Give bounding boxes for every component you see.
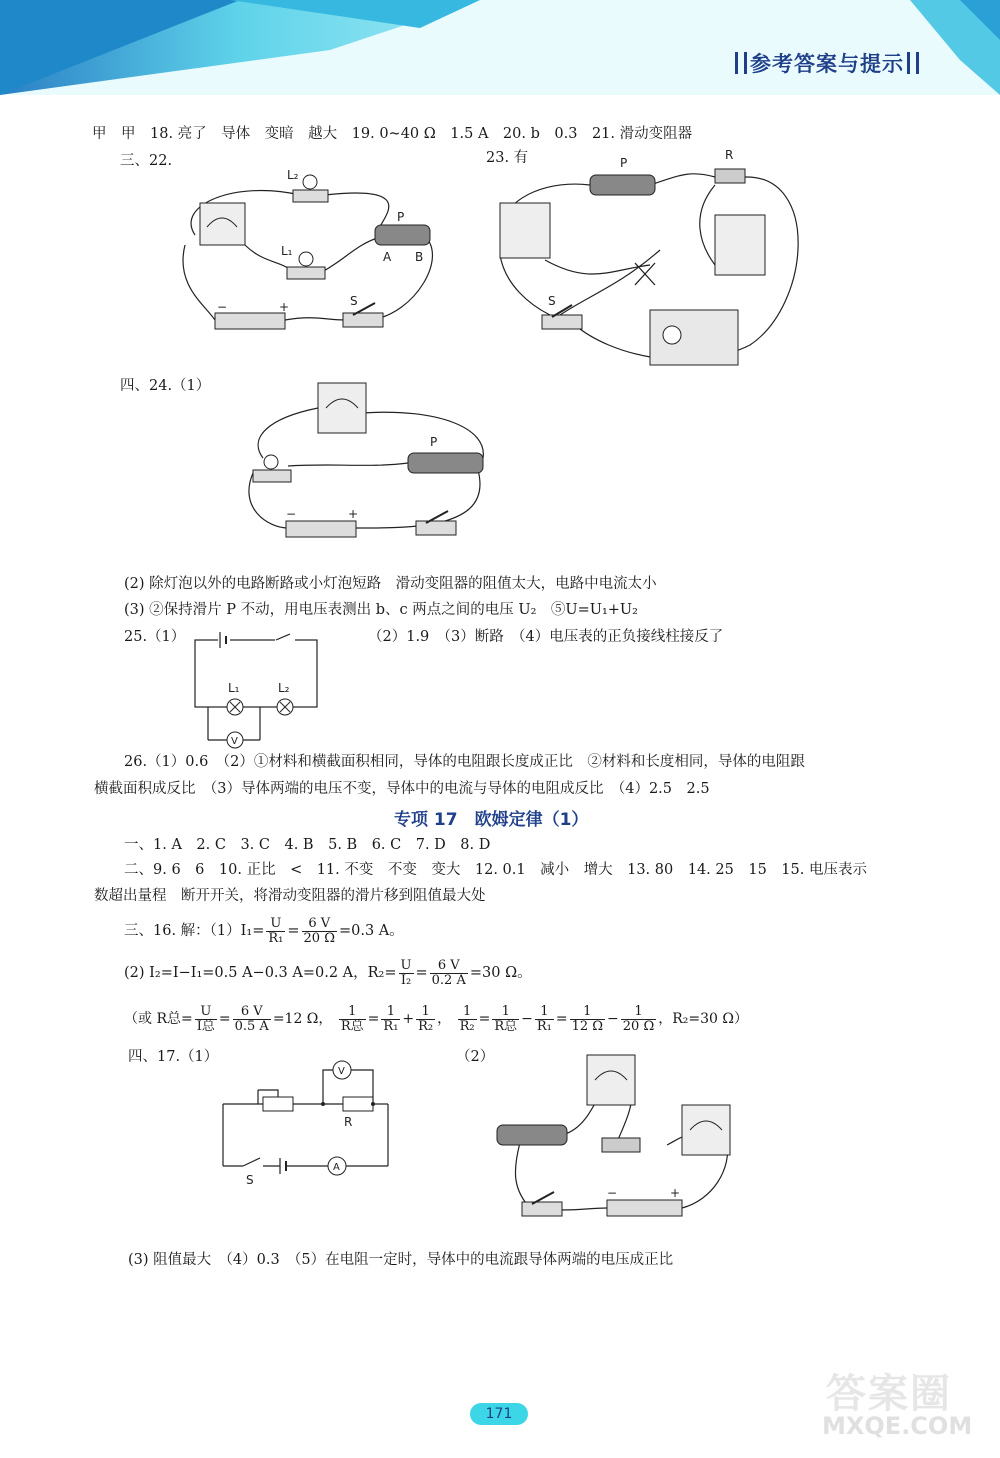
rheostat-icon (497, 1125, 567, 1145)
label-s: S (350, 294, 358, 308)
q25-answers: （2）1.9 （3）断路 （4）电压表的正负接线柱接反了 (368, 629, 724, 645)
f1-frac2: $\frac{6 V}{20 \Omega}$ (303, 915, 335, 946)
resistor-icon (602, 1138, 640, 1152)
voltmeter-letter: V (231, 736, 238, 747)
q16-part2-text: (2) I₂=I−I₁=0.5 A−0.3 A=0.2 A， (124, 965, 368, 981)
q24-circuit-diagram (238, 378, 498, 548)
bulb-l2-icon (293, 190, 328, 202)
f3-frac3: $\frac{1}{\text{R总}}$ (340, 1003, 364, 1034)
rheostat-symbol (263, 1097, 293, 1111)
q22-label: 三、22. (120, 153, 173, 169)
label-l1: L₁ (281, 244, 293, 258)
q25-circuit-diagram (190, 632, 340, 747)
rheostat-icon (408, 453, 483, 473)
resistor-symbol (343, 1097, 373, 1111)
switch-icon (416, 521, 456, 535)
q16-label: 三、16. 解：（1） (124, 923, 241, 939)
ammeter-icon (500, 203, 550, 258)
f3-mid: =12 Ω， (272, 1011, 333, 1027)
f3-frac1: $\frac{U}{\text{I总}}$ (196, 1003, 215, 1034)
f3-frac7: $\frac{1}{\text{R总}}$ (494, 1003, 518, 1034)
battery-icon (607, 1200, 682, 1216)
q17-schematic (218, 1060, 398, 1185)
q16-alternative: （或 R总= $\frac{U}{\text{I总}}$ = $\frac{6 V}{0.5 A}$ =12 Ω， $\frac{1}{\text{R总}}$ = $\frac{1}{\text{R₁}}$ + $\frac{1}{\text{R₂}}$ ， $\frac{1}{\text{R₂}}$ = $\frac{1}{\text{R总}}$ − $\frac{1}{\text{R₁}}$ = $\frac{1}{12 \Omega}$ − $\frac{1}{20 \Omega}$ ，R₂=30 Ω） (124, 1003, 748, 1034)
label-plus: + (348, 507, 359, 521)
label-p: P (620, 156, 628, 170)
label-minus: − (286, 507, 297, 521)
q24-answer-2: (2) 除灯泡以外的电路断路或小灯泡短路 滑动变阻器的阻值太大，电路中电流太小 (124, 576, 657, 592)
q22-circuit-diagram (175, 165, 475, 350)
watermark-logo: 答案圈 (826, 1371, 952, 1417)
voltmeter-icon (715, 215, 765, 275)
f3-open: （或 R总= (124, 1011, 193, 1027)
fill-in-answers-2: 数超出量程 断开开关，将滑动变阻器的滑片移到阻值最大处 (94, 888, 486, 904)
label-a: A (383, 250, 392, 264)
q25-label: 25.（1） (124, 629, 186, 645)
resistor-icon (715, 169, 745, 183)
f1-result: =0.3 A。 (338, 923, 404, 939)
f3-frac10: $\frac{1}{20 \Omega}$ (622, 1003, 655, 1034)
fill-in-answers-1: 二、9. 6 6 10. 正比 < 11. 不变 不变 变大 12. 0.1 减小 增大 13. 80 14. 25 15 15. 电压表示 (124, 862, 867, 878)
watermark-url: MXQE.COM (822, 1412, 973, 1440)
switch-icon (542, 315, 582, 329)
q16-part2: (2) I₂=I−I₁=0.5 A−0.3 A=0.2 A，R₂= $\frac{U}{\text{I₂}}$ = $\frac{6 V}{0.2 A}$ =30 Ω。 (124, 957, 532, 988)
battery-icon (286, 521, 356, 537)
label-minus: − (607, 1186, 618, 1200)
page-number: 171 (470, 1403, 528, 1425)
f3-frac2: $\frac{6 V}{0.5 A}$ (234, 1003, 269, 1034)
label-s: S (246, 1173, 254, 1187)
q16-part1: 三、16. 解：（1）I₁= $\frac{U}{\text{R₁}}$ = $\frac{6 V}{20 \Omega}$ =0.3 A。 (124, 915, 404, 946)
f2-frac2: $\frac{6 V}{0.2 A}$ (431, 957, 466, 988)
section-title: 专项 17 欧姆定律（1） (394, 810, 589, 830)
f2-frac1: $\frac{U}{\text{I₂}}$ (400, 957, 412, 988)
label-p: P (430, 435, 438, 449)
q26-answer-1: 26.（1）0.6 （2）①材料和横截面积相同，导体的电阻跟长度成正比 ②材料和长度相同，导体的电阻跟 (124, 754, 805, 770)
label-plus: + (279, 300, 290, 314)
label-minus: − (217, 300, 228, 314)
label-r: R (344, 1115, 353, 1129)
f3-tail: ，R₂=30 Ω） (658, 1011, 748, 1027)
label-p: P (397, 210, 405, 224)
rheostat-icon (590, 175, 655, 195)
header-title: 参考答案与提示 (732, 48, 922, 78)
label-l2: L₂ (278, 681, 290, 695)
bulb-l1-icon (287, 267, 325, 279)
f3-frac8: $\frac{1}{\text{R₁}}$ (536, 1003, 552, 1034)
label-plus: + (670, 1186, 681, 1200)
ammeter-letter: A (333, 1162, 340, 1173)
q23-circuit-diagram (490, 145, 810, 370)
q17-label: 四、17.（1） (128, 1049, 219, 1065)
ammeter-icon (682, 1105, 730, 1155)
q17-part2-label: （2） (456, 1049, 495, 1065)
voltmeter-icon (587, 1055, 635, 1105)
label-r: R (725, 148, 734, 162)
header-band (0, 0, 1000, 118)
label-l1: L₁ (228, 681, 240, 695)
f3-frac5: $\frac{1}{\text{R₂}}$ (418, 1003, 434, 1034)
q17-answers: (3) 阻值最大 （4）0.3 （5）在电阻一定时，导体中的电流跟导体两端的电压成正比 (128, 1252, 674, 1268)
q26-answer-2: 横截面积成反比 （3）导体两端的电压不变，导体中的电流与导体的电阻成反比 （4）2.5 2.5 (94, 781, 710, 797)
switch-icon (522, 1202, 562, 1216)
bulb-icon (253, 470, 291, 482)
q24-label: 四、24.（1） (120, 378, 211, 394)
f3-frac9: $\frac{1}{12 \Omega}$ (571, 1003, 604, 1034)
label-b: B (415, 250, 424, 264)
f2-lhs: R₂= (367, 965, 397, 981)
f1-frac1: $\frac{U}{\text{R₁}}$ (268, 915, 284, 946)
switch-icon (343, 313, 383, 327)
q17-circuit-diagram (492, 1050, 742, 1220)
f1-lhs: I₁= (240, 923, 265, 939)
voltmeter-icon (318, 383, 366, 433)
q24-answer-3: (3) ②保持滑片 P 不动，用电压表测出 b、c 两点之间的电压 U₂ ⑤U=U₁+U₂ (124, 602, 638, 618)
q23-label: 23. 有 (486, 150, 529, 166)
label-l2: L₂ (287, 168, 299, 182)
multiple-choice-answers: 一、1. A 2. C 3. C 4. B 5. B 6. C 7. D 8. D (124, 837, 491, 853)
f2-result: =30 Ω。 (469, 965, 532, 981)
ammeter-icon (200, 203, 245, 245)
voltmeter-letter: V (338, 1066, 345, 1077)
f3-frac4: $\frac{1}{\text{R₁}}$ (383, 1003, 399, 1034)
f3-frac6: $\frac{1}{\text{R₂}}$ (459, 1003, 475, 1034)
rheostat-icon (375, 225, 430, 245)
battery-icon (215, 313, 285, 329)
label-s: S (548, 294, 556, 308)
answers-17-21: 甲 甲 18. 亮了 导体 变暗 越大 19. 0~40 Ω 1.5 A 20. b 0.3 21. 滑动变阻器 (92, 126, 693, 142)
